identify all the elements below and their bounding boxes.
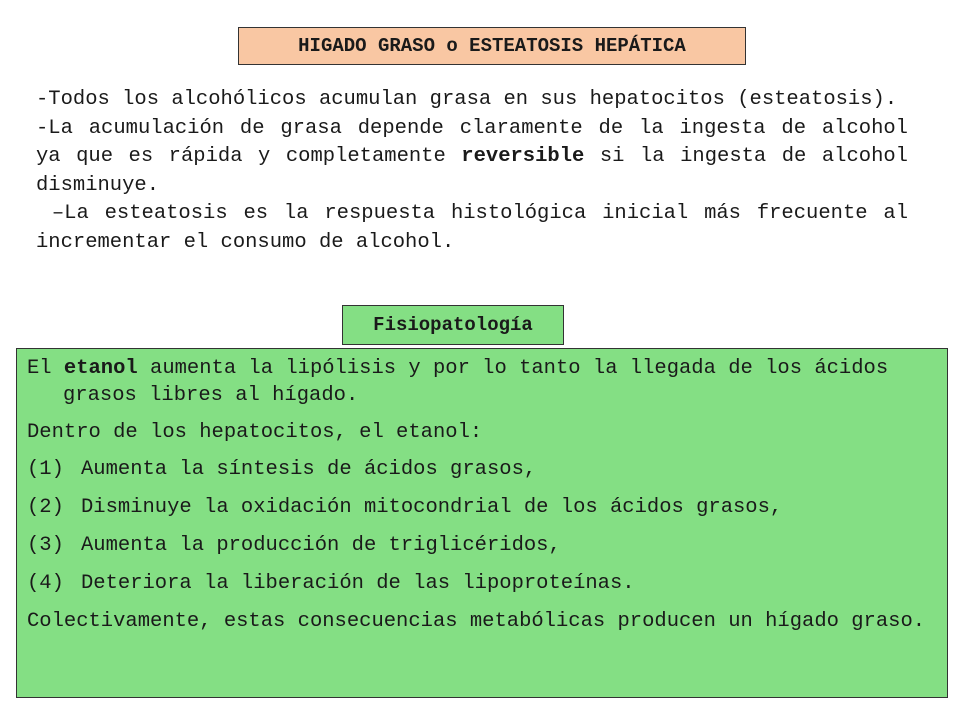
page-title — [238, 27, 746, 65]
intro-paragraph-3: –La esteatosis es la respuesta histológica inicial más frecuente al incrementar el consumo de alcohol. — [36, 202, 921, 254]
list-item-number: (4) — [27, 572, 64, 595]
page-title-text: HIGADO GRASO o ESTEATOSIS HEPÁTICA — [298, 35, 686, 57]
section-title-text: Fisiopatología — [373, 314, 533, 336]
section-title — [342, 305, 564, 345]
panel-paragraph-1-end: aumenta la lipólisis y por lo tanto la llegada de los ácidos grasos libres al hígado. — [63, 357, 889, 407]
panel-paragraph-1-start: El — [27, 357, 64, 380]
intro-paragraph-2 — [36, 115, 908, 201]
list-item-text: Aumenta la síntesis de ácidos grasos, — [81, 458, 537, 481]
list-item — [27, 494, 939, 521]
intro-section — [36, 86, 921, 257]
intro-paragraph-2-start: -La acumulación de grasa depende claramente de la ingesta de alcohol ya que es rápida y completamente — [36, 116, 908, 168]
panel-paragraph-2: Dentro de los hepatocitos, el etanol: — [27, 421, 483, 444]
pathophysiology-panel — [16, 348, 948, 698]
intro-paragraph-1: -Todos los alcohólicos acumulan grasa en sus hepatocitos (esteatosis). — [36, 88, 898, 111]
panel-bold-etanol: etanol — [63, 357, 138, 380]
list-item-text: Disminuye la oxidación mitocondrial de los ácidos grasos, — [81, 496, 783, 519]
list-item-number: (2) — [27, 496, 64, 519]
list-item-number: (3) — [27, 534, 64, 557]
panel-conclusion: Colectivamente, estas consecuencias metabólicas producen un hígado graso. — [27, 610, 926, 633]
panel-paragraph-1 — [27, 355, 939, 409]
list-item — [27, 532, 939, 559]
intro-paragraph-2-end: si la ingesta de alcohol disminuye. — [36, 145, 908, 197]
intro-bold-reversible: reversible — [461, 145, 585, 168]
list-item-number: (1) — [27, 458, 64, 481]
list-item-text: Deteriora la liberación de las lipoproteínas. — [81, 572, 635, 595]
list-item — [27, 456, 939, 483]
list-item — [27, 570, 939, 597]
list-item-text: Aumenta la producción de triglicéridos, — [81, 534, 561, 557]
